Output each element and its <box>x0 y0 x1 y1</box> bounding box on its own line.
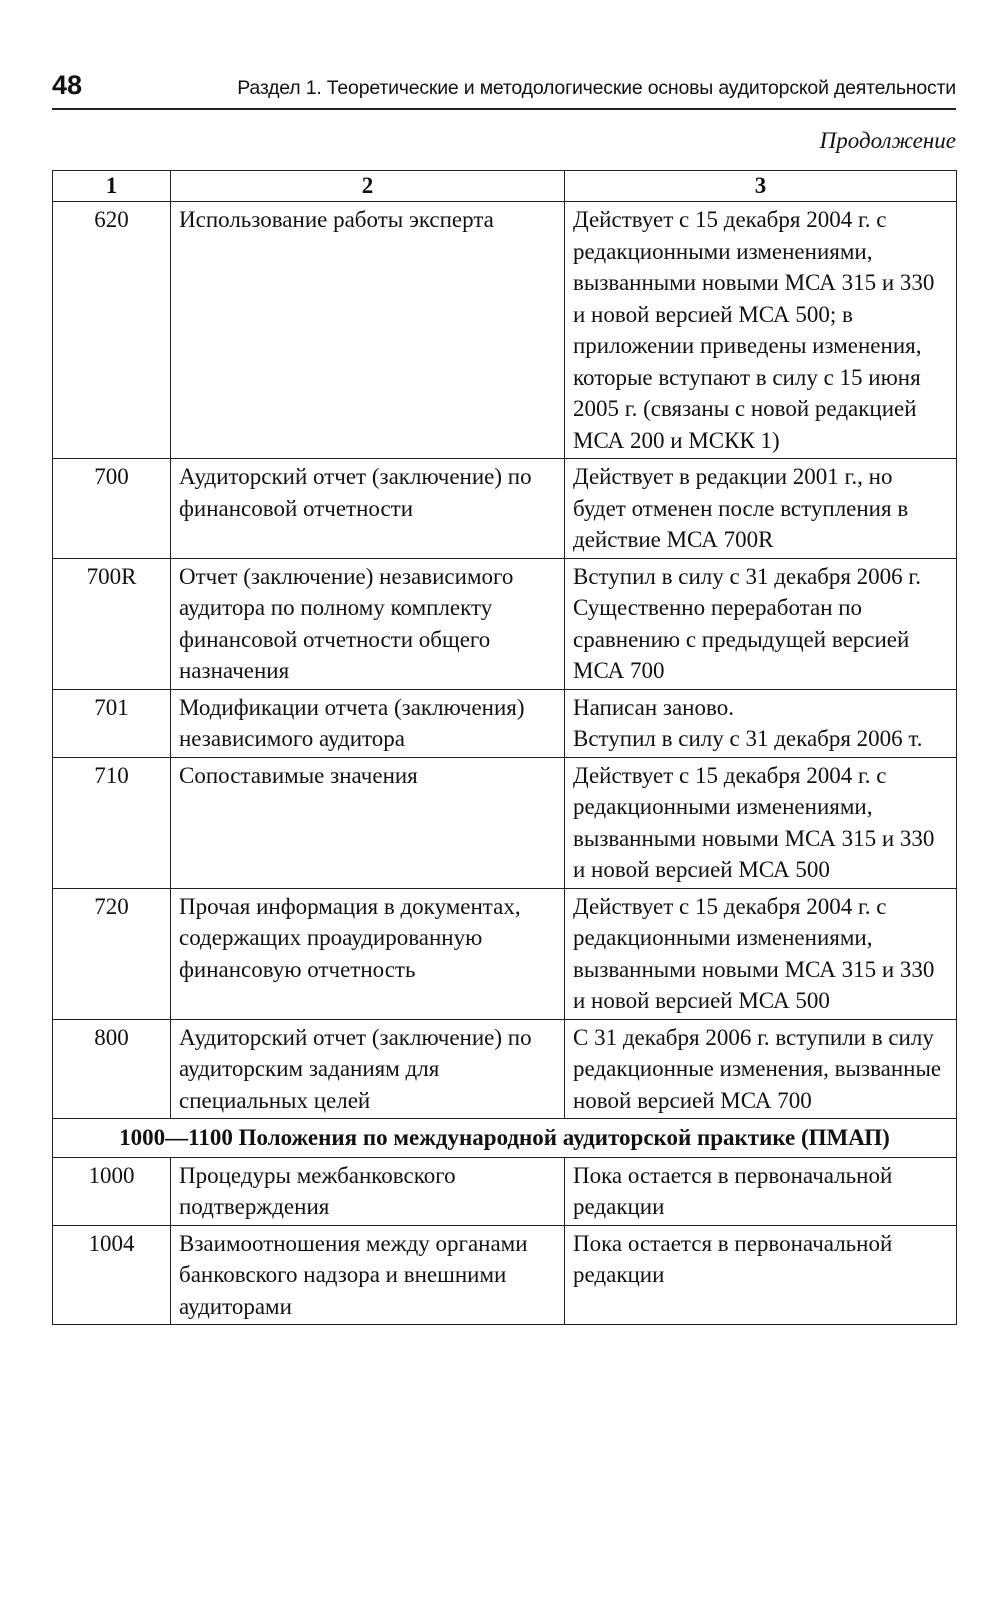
standard-number: 800 <box>53 1019 171 1119</box>
table-row <box>53 558 957 689</box>
section-heading: 1000—1100 Положения по международной аудиторской практике (ПМАП) <box>53 1119 957 1158</box>
standard-status: Пока остается в первоначальной редакции <box>565 1225 957 1325</box>
standard-status: Действует с 15 декабря 2004 г. с редакционными изменениями, вызванными новыми МСА 315 и 330 и новой версией МСА 500 <box>565 888 957 1019</box>
standard-number: 700 <box>53 459 171 559</box>
standard-number: 1004 <box>53 1225 171 1325</box>
standard-title: Модификации отчета (заключения) независимого аудитора <box>171 689 565 757</box>
status-paragraph: Существенно переработан по сравнению с предыдущей версией МСА 700 <box>573 595 910 683</box>
running-head: Раздел 1. Теоретические и методологические основы аудиторской деятельности <box>237 77 956 99</box>
standard-title: Аудиторский отчет (заключение) по финансовой отчетности <box>171 459 565 559</box>
table-row <box>53 1157 957 1225</box>
standard-title: Взаимоотношения между органами банковского надзора и внешними аудиторами <box>171 1225 565 1325</box>
page-header <box>52 70 956 110</box>
standard-status: Действует с 15 декабря 2004 г. с редакционными изменениями, вызванными новыми МСА 315 и 330 и новой версией МСА 500; в приложении приведены изменения, которые вступают в силу с 15 июня 2005 г. (связаны с новой редакцией МСА 200 и МСКК 1) <box>565 202 957 459</box>
standard-status <box>565 689 957 757</box>
continuation-label: Продолжение <box>819 128 956 153</box>
standard-number: 701 <box>53 689 171 757</box>
table-row <box>53 1225 957 1325</box>
standard-status: Действует в редакции 2001 г., но будет отменен после вступления в действие МСА 700R <box>565 459 957 559</box>
standard-number: 1000 <box>53 1157 171 1225</box>
standard-status: Пока остается в первоначальной редакции <box>565 1157 957 1225</box>
standard-title: Отчет (заключение) независимого аудитора по полному комплекту финансовой отчетности общего назначения <box>171 558 565 689</box>
column-header: 2 <box>171 171 565 202</box>
standard-number: 700R <box>53 558 171 689</box>
standard-number: 720 <box>53 888 171 1019</box>
standard-title: Прочая информация в документах, содержащих проаудированную финансовую отчетность <box>171 888 565 1019</box>
standards-table <box>52 170 957 1325</box>
standard-title: Процедуры межбанковского подтверждения <box>171 1157 565 1225</box>
table-header-row <box>53 171 957 202</box>
table-row <box>53 1019 957 1119</box>
standard-status: С 31 декабря 2006 г. вступили в силу редакционные изменения, вызванные новой версией МСА 700 <box>565 1019 957 1119</box>
table-row <box>53 888 957 1019</box>
standard-number: 620 <box>53 202 171 459</box>
column-header: 3 <box>565 171 957 202</box>
table-row <box>53 202 957 459</box>
table-row <box>53 689 957 757</box>
standard-status: Действует с 15 декабря 2004 г. с редакционными изменениями, вызванными новыми МСА 315 и 330 и новой версией МСА 500 <box>565 757 957 888</box>
status-paragraph: Вступил в силу с 31 декабря 2006 т. <box>573 726 923 751</box>
standard-title: Сопоставимые значения <box>171 757 565 888</box>
table-row <box>53 459 957 559</box>
page-number: 48 <box>52 70 83 100</box>
standard-status <box>565 558 957 689</box>
status-paragraph: Вступил в силу с 31 декабря 2006 г. <box>573 563 922 589</box>
standard-number: 710 <box>53 757 171 888</box>
section-heading-row <box>53 1119 957 1158</box>
standard-title: Использование работы эксперта <box>171 202 565 459</box>
table-row <box>53 757 957 888</box>
standard-title: Аудиторский отчет (заключение) по аудиторским заданиям для специальных целей <box>171 1019 565 1119</box>
status-paragraph: Написан заново. <box>573 694 734 720</box>
column-header: 1 <box>53 171 171 202</box>
